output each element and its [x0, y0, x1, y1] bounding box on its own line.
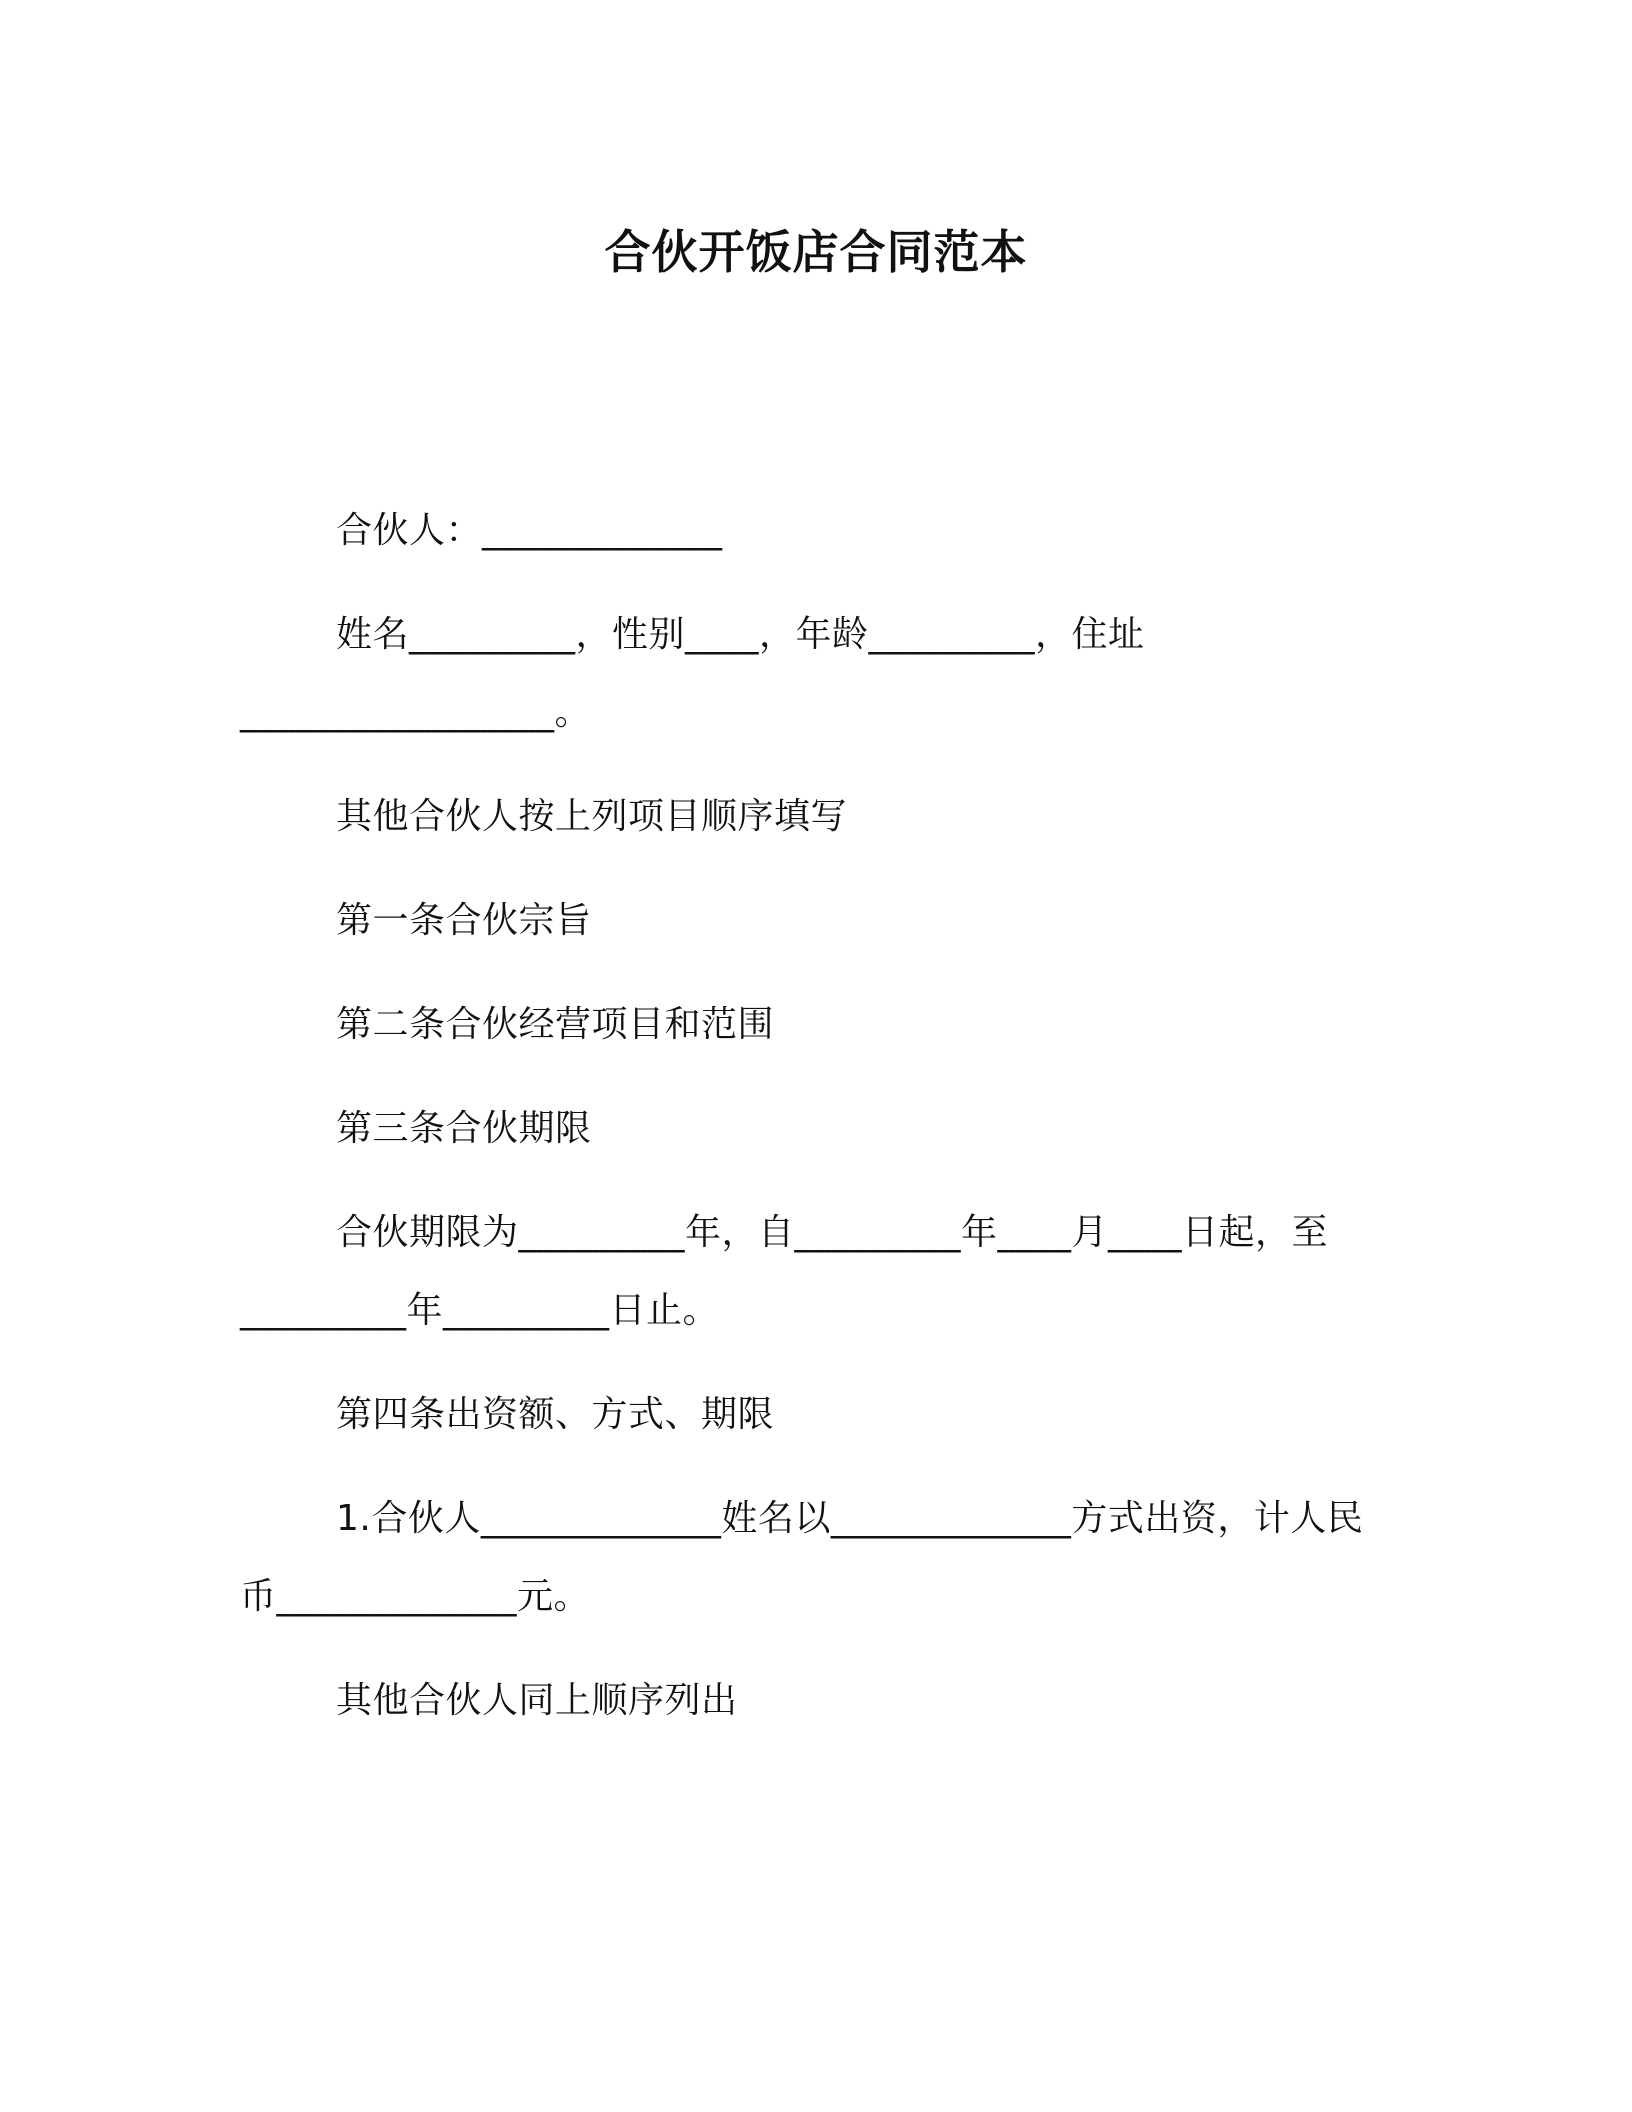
paragraph-other-contributions: 其他合伙人同上顺序列出	[336, 1680, 738, 1721]
article-4-heading: 第四条出资额、方式、期限	[336, 1394, 775, 1435]
paragraph-term: 合伙期限为_________年，自_________年____月____日起，至_________年_________日止。	[240, 1212, 1329, 1331]
article-1-heading: 第一条合伙宗旨	[336, 900, 592, 941]
document-title: 合伙开饭店合同范本	[604, 225, 1028, 279]
document-body	[240, 492, 1364, 1740]
paragraph-partner: 合伙人：_____________	[336, 510, 723, 551]
paragraph-other-partners: 其他合伙人按上列项目顺序填写	[336, 796, 848, 837]
paragraph-partner-info: 姓名_________，性别____，年龄_________，住址_________________。	[240, 614, 1145, 733]
article-3-heading: 第三条合伙期限	[336, 1108, 592, 1149]
paragraph-contribution: 1.合伙人_____________姓名以_____________方式出资，计人民币_____________元。	[240, 1498, 1364, 1617]
article-2-heading: 第二条合伙经营项目和范围	[336, 1004, 775, 1045]
